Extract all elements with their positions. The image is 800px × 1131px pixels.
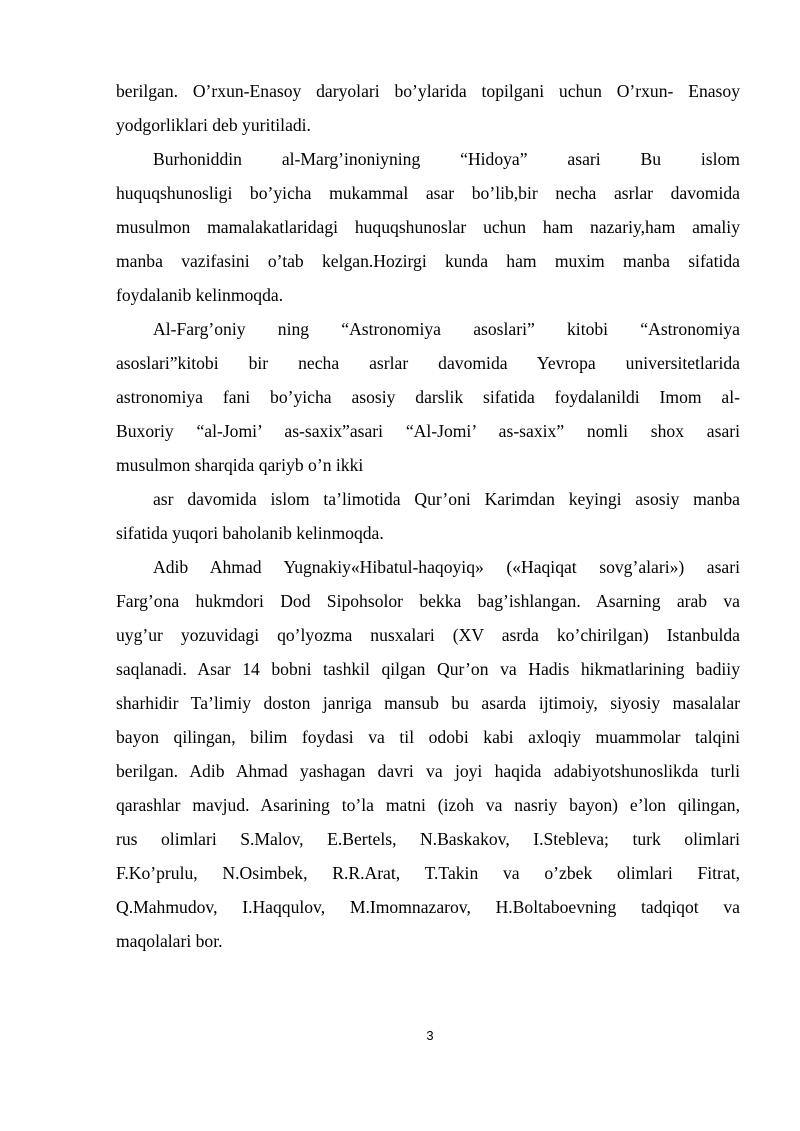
text-line: Adib Ahmad Yugnakiy«Hibatul-haqoyiq» («Haqiqat sovg’alari») asari	[153, 557, 740, 577]
text-line: asr davomida islom ta’limotida Qur’oni Karimdan keyingi asosiy manba	[153, 489, 740, 509]
document-body	[116, 74, 740, 958]
text-line: Q.Mahmudov, I.Haqqulov, M.Imomnazarov, H.Boltaboevning tadqiqot va	[116, 897, 740, 917]
text-line: saqlanadi. Asar 14 bobni tashkil qilgan Qur’on va Hadis hikmatlarining badiiy	[116, 659, 740, 679]
text-line: sifatida yuqori baholanib kelinmoqda.	[116, 523, 384, 543]
text-line: asoslari”kitobi bir necha asrlar davomida Yevropa universitetlarida	[116, 353, 740, 373]
text-line: yodgorliklari deb yuritiladi.	[116, 115, 311, 135]
text-line: qarashlar mavjud. Asarining to’la matni (izoh va nasriy bayon) e’lon qilingan,	[116, 795, 740, 815]
text-line: bayon qilingan, bilim foydasi va til odobi kabi axloqiy muammolar talqini	[116, 727, 740, 747]
text-line: Farg’ona hukmdori Dod Sipohsolor bekka bag’ishlangan. Asarning arab va	[116, 591, 740, 611]
text-line: rus olimlari S.Malov, E.Bertels, N.Baskakov, I.Stebleva; turk olimlari	[116, 829, 740, 849]
text-line: sharhidir Ta’limiy doston janriga mansub bu asarda ijtimoiy, siyosiy masalalar	[116, 693, 740, 713]
text-line: astronomiya fani bo’yicha asosiy darslik sifatida foydalanildi Imom al-	[116, 387, 740, 407]
text-line: F.Ko’prulu, N.Osimbek, R.R.Arat, T.Takin va o’zbek olimlari Fitrat,	[116, 863, 740, 883]
text-line: berilgan. Adib Ahmad yashagan davri va joyi haqida adabiyotshunoslikda turli	[116, 761, 740, 781]
text-line: huquqshunosligi bo’yicha mukammal asar bo’lib,bir necha asrlar davomida	[116, 183, 740, 203]
text-line: musulmon sharqida qariyb o’n ikki	[116, 455, 364, 475]
text-line: berilgan. O’rxun-Enasoy daryolari bo’ylarida topilgani uchun O’rxun- Enasoy	[116, 81, 740, 101]
text-line: Buxoriy “al-Jomi’ as-saxix”asari “Al-Jomi’ as-saxix” nomli shox asari	[116, 421, 740, 441]
text-line: Burhoniddin al-Marg’inoniyning “Hidoya” asari Bu islom	[153, 149, 740, 169]
text-line: Al-Farg’oniy ning “Astronomiya asoslari” kitobi “Astronomiya	[153, 319, 740, 339]
page-number: 3	[426, 1028, 434, 1043]
text-line: uyg’ur yozuvidagi qo’lyozma nusxalari (XV asrda ko’chirilgan) Istanbulda	[116, 625, 740, 645]
text-line: foydalanib kelinmoqda.	[116, 285, 284, 305]
text-line: musulmon mamalakatlaridagi huquqshunoslar uchun ham nazariy,ham amaliy	[116, 217, 740, 237]
text-line: maqolalari bor.	[116, 931, 223, 951]
text-line: manba vazifasini o’tab kelgan.Hozirgi kunda ham muxim manba sifatida	[116, 251, 740, 271]
